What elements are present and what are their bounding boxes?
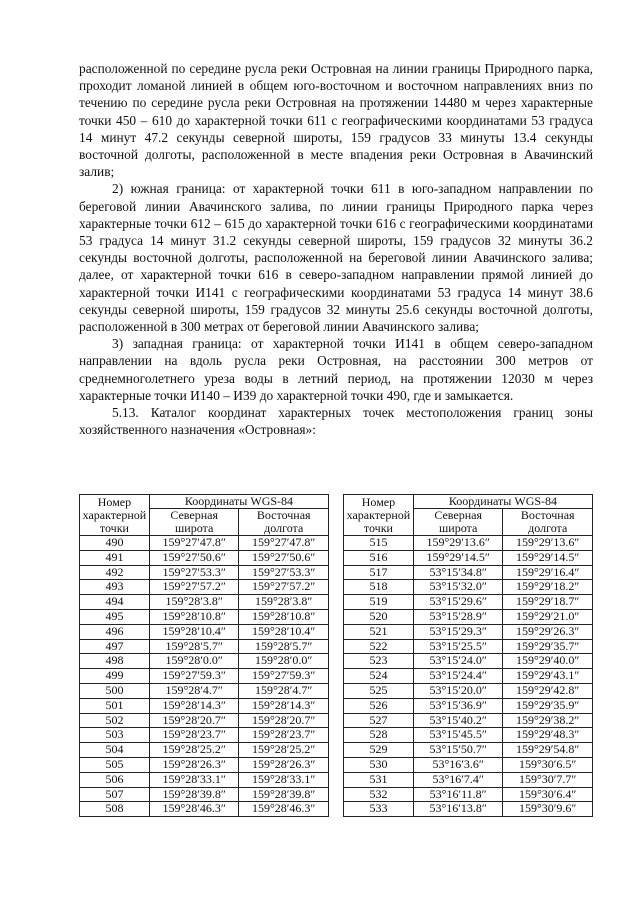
point-number-cell: 506 <box>80 772 150 787</box>
north-latitude-cell: 159°28′4.7″ <box>149 683 239 698</box>
north-latitude-cell: 53°15′40.2″ <box>413 713 503 728</box>
east-longitude-cell: 159°28′3.8″ <box>239 595 329 610</box>
header-east-longitude: Восточная долгота <box>239 509 329 536</box>
point-number-cell: 503 <box>80 728 150 743</box>
table-row <box>80 713 329 728</box>
point-number-cell: 522 <box>344 639 414 654</box>
table-row <box>80 772 329 787</box>
point-number-cell: 507 <box>80 787 150 802</box>
east-longitude-cell: 159°29′38.2″ <box>503 713 593 728</box>
header-north-latitude: Северная широта <box>413 509 503 536</box>
point-number-cell: 527 <box>344 713 414 728</box>
point-number-cell: 491 <box>80 550 150 565</box>
header-coordinates: Координаты WGS-84 <box>149 495 328 509</box>
paragraph-south-border: 2) южная граница: от характерной точки 611 в юго-западном направлении по береговой линии Авачинского залива, по линии границы Природного парка через характерные точки 612 – 615 до характерной точки 616 с географическими координатами 53 градуса 14 минут 31.2 секунды северной широты, 159 градусов 32 минуты 36.2 секунды восточной долготы, расположенной на береговой линии Авачинского залива; далее, от характерной точки 616 в северо-западном направлении прямой линией до характерной точки И141 с географическими координатами 53 градуса 14 минут 38.6 секунды северной широты, 159 градусов 32 минуты 25.6 секунды восточной долготы, расположенной в 300 метрах от береговой линии Авачинского залива; <box>79 181 593 335</box>
point-number-cell: 515 <box>344 536 414 551</box>
table-row <box>80 536 329 551</box>
header-north-latitude: Северная широта <box>149 509 239 536</box>
north-latitude-cell: 159°27′59.3″ <box>149 669 239 684</box>
point-number-cell: 533 <box>344 802 414 817</box>
table-row <box>80 757 329 772</box>
table-row <box>344 757 593 772</box>
north-latitude-cell: 53°15′36.9″ <box>413 698 503 713</box>
point-number-cell: 504 <box>80 743 150 758</box>
point-number-cell: 532 <box>344 787 414 802</box>
catalog-table-left <box>79 494 329 817</box>
east-longitude-cell: 159°27′59.3″ <box>239 669 329 684</box>
east-longitude-cell: 159°29′54.8″ <box>503 743 593 758</box>
point-number-cell: 517 <box>344 565 414 580</box>
table-row <box>80 698 329 713</box>
east-longitude-cell: 159°30′7.7″ <box>503 772 593 787</box>
header-east-longitude: Восточная долгота <box>503 509 593 536</box>
point-number-cell: 493 <box>80 580 150 595</box>
north-latitude-cell: 159°27′57.2″ <box>149 580 239 595</box>
point-number-cell: 501 <box>80 698 150 713</box>
point-number-cell: 498 <box>80 654 150 669</box>
point-number-cell: 530 <box>344 757 414 772</box>
east-longitude-cell: 159°28′33.1″ <box>239 772 329 787</box>
table-row <box>344 624 593 639</box>
coordinate-catalog <box>79 494 593 834</box>
north-latitude-cell: 159°28′10.4″ <box>149 624 239 639</box>
east-longitude-cell: 159°29′26.3″ <box>503 624 593 639</box>
table-row <box>80 595 329 610</box>
east-longitude-cell: 159°28′0.0″ <box>239 654 329 669</box>
north-latitude-cell: 53°15′24.4″ <box>413 669 503 684</box>
east-longitude-cell: 159°28′25.2″ <box>239 743 329 758</box>
north-latitude-cell: 159°28′39.8″ <box>149 787 239 802</box>
east-longitude-cell: 159°28′5.7″ <box>239 639 329 654</box>
point-number-cell: 526 <box>344 698 414 713</box>
table-row <box>344 565 593 580</box>
east-longitude-cell: 159°28′46.3″ <box>239 802 329 817</box>
table-row <box>80 683 329 698</box>
east-longitude-cell: 159°28′14.3″ <box>239 698 329 713</box>
catalog-table-right <box>343 494 593 817</box>
table-row <box>344 654 593 669</box>
table-row <box>80 609 329 624</box>
point-number-cell: 495 <box>80 609 150 624</box>
point-number-cell: 502 <box>80 713 150 728</box>
table-row <box>344 802 593 817</box>
paragraph-west-border: 3) западная граница: от характерной точки И141 в общем северо-западном направлении на вдоль русла реки Островная, на расстоянии 300 метров от среднемноголетнего уреза воды в летний период, на протяжении 12030 м через характерные точки И140 – И39 до характерной точки 490, где и замыкается. <box>79 336 593 403</box>
east-longitude-cell: 159°28′20.7″ <box>239 713 329 728</box>
table-row <box>80 550 329 565</box>
point-number-cell: 528 <box>344 728 414 743</box>
paragraph-continuation: расположенной по середине русла реки Островная на линии границы Природного парка, проходит ломаной линией в общем юго-восточном и восточном направлениях вниз по течению по середине русла реки Островная на протяжении 14480 м через характерные точки 450 – 610 до характерной точки 611 с географическими координатами 53 градуса 14 минут 47.2 секунды северной широты, 159 градусов 33 минуты 13.4 секунды восточной долготы, расположенной в месте впадения реки Островная в Авачинский залив; <box>79 61 593 180</box>
east-longitude-cell: 159°28′39.8″ <box>239 787 329 802</box>
east-longitude-cell: 159°29′13.6″ <box>503 536 593 551</box>
point-number-cell: 500 <box>80 683 150 698</box>
table-row <box>344 639 593 654</box>
north-latitude-cell: 53°16′11.8″ <box>413 787 503 802</box>
north-latitude-cell: 53°15′20.0″ <box>413 683 503 698</box>
north-latitude-cell: 159°28′5.7″ <box>149 639 239 654</box>
document-body <box>79 60 593 438</box>
point-number-cell: 516 <box>344 550 414 565</box>
north-latitude-cell: 159°28′3.8″ <box>149 595 239 610</box>
north-latitude-cell: 53°16′13.8″ <box>413 802 503 817</box>
point-number-cell: 521 <box>344 624 414 639</box>
table-row <box>344 536 593 551</box>
east-longitude-cell: 159°29′14.5″ <box>503 550 593 565</box>
table-row <box>80 743 329 758</box>
north-latitude-cell: 53°15′28.9″ <box>413 609 503 624</box>
north-latitude-cell: 159°28′25.2″ <box>149 743 239 758</box>
east-longitude-cell: 159°28′26.3″ <box>239 757 329 772</box>
north-latitude-cell: 159°29′13.6″ <box>413 536 503 551</box>
point-number-cell: 524 <box>344 669 414 684</box>
north-latitude-cell: 159°28′10.8″ <box>149 609 239 624</box>
point-number-cell: 497 <box>80 639 150 654</box>
north-latitude-cell: 159°28′0.0″ <box>149 654 239 669</box>
point-number-cell: 525 <box>344 683 414 698</box>
table-row <box>344 550 593 565</box>
north-latitude-cell: 53°15′29.3″ <box>413 624 503 639</box>
point-number-cell: 494 <box>80 595 150 610</box>
east-longitude-cell: 159°29′21.0″ <box>503 609 593 624</box>
east-longitude-cell: 159°28′23.7″ <box>239 728 329 743</box>
north-latitude-cell: 53°15′34.8″ <box>413 565 503 580</box>
north-latitude-cell: 53°15′32.0″ <box>413 580 503 595</box>
north-latitude-cell: 159°28′33.1″ <box>149 772 239 787</box>
north-latitude-cell: 53°15′24.0″ <box>413 654 503 669</box>
table-row <box>80 624 329 639</box>
table-row <box>344 683 593 698</box>
east-longitude-cell: 159°27′47.8″ <box>239 536 329 551</box>
east-longitude-cell: 159°29′35.7″ <box>503 639 593 654</box>
point-number-cell: 505 <box>80 757 150 772</box>
east-longitude-cell: 159°29′18.2″ <box>503 580 593 595</box>
table-row <box>344 609 593 624</box>
point-number-cell: 496 <box>80 624 150 639</box>
north-latitude-cell: 159°28′14.3″ <box>149 698 239 713</box>
table-row <box>344 728 593 743</box>
north-latitude-cell: 53°16′7.4″ <box>413 772 503 787</box>
table-row <box>344 595 593 610</box>
table-row <box>80 787 329 802</box>
table-row <box>80 728 329 743</box>
east-longitude-cell: 159°30′9.6″ <box>503 802 593 817</box>
header-point-number: Номер характерной точки <box>80 495 150 536</box>
header-point-number: Номер характерной точки <box>344 495 414 536</box>
point-number-cell: 492 <box>80 565 150 580</box>
table-row <box>80 654 329 669</box>
north-latitude-cell: 159°27′47.8″ <box>149 536 239 551</box>
east-longitude-cell: 159°28′10.4″ <box>239 624 329 639</box>
table-row <box>344 669 593 684</box>
north-latitude-cell: 53°15′25.5″ <box>413 639 503 654</box>
north-latitude-cell: 159°29′14.5″ <box>413 550 503 565</box>
north-latitude-cell: 159°27′50.6″ <box>149 550 239 565</box>
north-latitude-cell: 159°28′46.3″ <box>149 802 239 817</box>
east-longitude-cell: 159°28′4.7″ <box>239 683 329 698</box>
east-longitude-cell: 159°29′42.8″ <box>503 683 593 698</box>
point-number-cell: 523 <box>344 654 414 669</box>
table-row <box>344 580 593 595</box>
east-longitude-cell: 159°27′50.6″ <box>239 550 329 565</box>
north-latitude-cell: 159°28′20.7″ <box>149 713 239 728</box>
east-longitude-cell: 159°28′10.8″ <box>239 609 329 624</box>
east-longitude-cell: 159°29′18.7″ <box>503 595 593 610</box>
point-number-cell: 531 <box>344 772 414 787</box>
point-number-cell: 508 <box>80 802 150 817</box>
point-number-cell: 518 <box>344 580 414 595</box>
east-longitude-cell: 159°30′6.5″ <box>503 757 593 772</box>
table-row <box>80 639 329 654</box>
paragraph-catalog-heading: 5.13. Каталог координат характерных точек местоположения границ зоны хозяйственного назначения «Островная»: <box>79 405 593 438</box>
table-row <box>80 565 329 580</box>
point-number-cell: 519 <box>344 595 414 610</box>
point-number-cell: 529 <box>344 743 414 758</box>
east-longitude-cell: 159°29′43.1″ <box>503 669 593 684</box>
east-longitude-cell: 159°29′48.3″ <box>503 728 593 743</box>
east-longitude-cell: 159°27′57.2″ <box>239 580 329 595</box>
table-row <box>80 802 329 817</box>
table-row <box>344 713 593 728</box>
east-longitude-cell: 159°29′16.4″ <box>503 565 593 580</box>
north-latitude-cell: 53°15′29.6″ <box>413 595 503 610</box>
header-coordinates: Координаты WGS-84 <box>413 495 592 509</box>
table-row <box>80 669 329 684</box>
point-number-cell: 520 <box>344 609 414 624</box>
east-longitude-cell: 159°27′53.3″ <box>239 565 329 580</box>
north-latitude-cell: 53°15′45.5″ <box>413 728 503 743</box>
east-longitude-cell: 159°30′6.4″ <box>503 787 593 802</box>
east-longitude-cell: 159°29′40.0″ <box>503 654 593 669</box>
north-latitude-cell: 53°16′3.6″ <box>413 757 503 772</box>
east-longitude-cell: 159°29′35.9″ <box>503 698 593 713</box>
north-latitude-cell: 159°27′53.3″ <box>149 565 239 580</box>
north-latitude-cell: 159°28′26.3″ <box>149 757 239 772</box>
table-row <box>344 787 593 802</box>
north-latitude-cell: 53°15′50.7″ <box>413 743 503 758</box>
table-row <box>344 772 593 787</box>
point-number-cell: 490 <box>80 536 150 551</box>
table-row <box>344 743 593 758</box>
north-latitude-cell: 159°28′23.7″ <box>149 728 239 743</box>
table-row <box>80 580 329 595</box>
table-row <box>344 698 593 713</box>
point-number-cell: 499 <box>80 669 150 684</box>
